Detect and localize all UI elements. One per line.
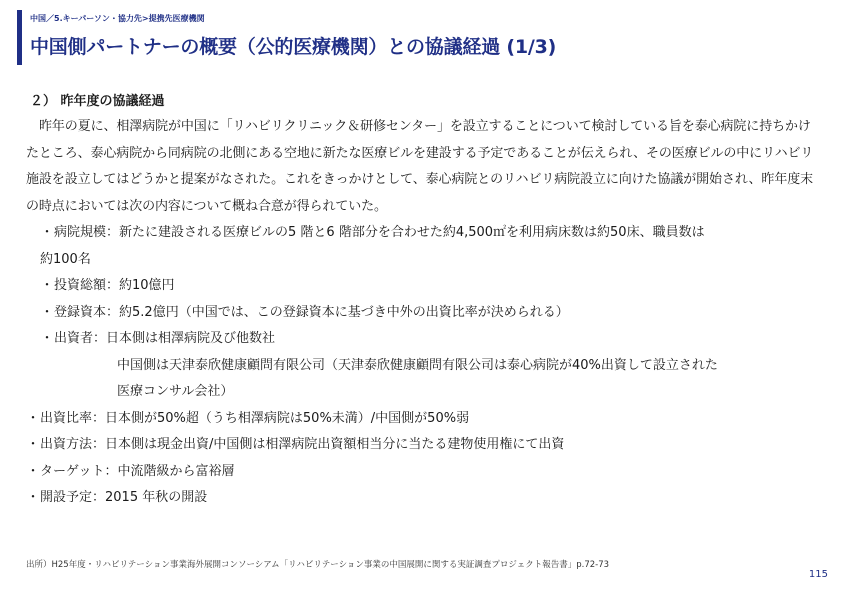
item-colon: ： (106, 304, 120, 320)
list-item-continuation (26, 247, 822, 274)
title-accent-bar (17, 10, 22, 65)
bullet: ・ (26, 463, 40, 479)
bullet: ・ (26, 437, 40, 452)
item-colon: ： (106, 225, 120, 240)
item-label: 出資方法 (40, 437, 93, 452)
item-content: 医療コンサル会社） (117, 384, 234, 399)
item-content: 中流階級から富裕層 (117, 463, 235, 479)
item-colon: ： (106, 278, 120, 293)
agreement-list (26, 220, 822, 512)
item-content: 日本側が50%超（うち相澤病院は50%未満）/中国側が50%弱 (105, 410, 470, 426)
item-label: 出資者 (54, 331, 94, 346)
bullet: ・ (40, 278, 54, 293)
item-content: 新たに建設される医療ビルの5 階と6 階部分を合わせた約4,500㎡を利用病床数は約50床、職員数は (119, 225, 705, 240)
list-item-hospital-scale (26, 220, 822, 247)
list-item-registered-capital (26, 300, 822, 327)
item-colon: ： (92, 437, 106, 452)
item-colon: ： (104, 463, 118, 479)
item-colon: ： (92, 410, 106, 426)
item-label: 登録資本 (54, 304, 107, 320)
list-item-opening-schedule (26, 485, 822, 512)
list-item-investors (26, 326, 822, 353)
item-label: ターゲット (40, 463, 105, 479)
item-colon: ： (92, 490, 106, 505)
list-item-investors-continued (26, 379, 822, 406)
item-content: 約10億円 (119, 278, 175, 293)
list-item-investors-continued (26, 353, 822, 380)
item-label: 開設予定 (40, 490, 93, 505)
item-content: 中国側は天津泰欣健康顧問有限公司（天津泰欣健康顧問有限公司は泰心病院が40%出資して設立された (117, 357, 718, 373)
list-item-investment-method (26, 432, 822, 459)
bullet: ・ (26, 490, 40, 505)
page-title: 中国側パートナーの概要（公的医療機関）との協議経過 (1/3) (30, 36, 557, 58)
item-label: 病院規模 (54, 225, 107, 240)
item-label: 投資総額 (54, 278, 107, 293)
item-colon: ： (93, 331, 107, 346)
list-item-total-investment (26, 273, 822, 300)
list-item-investment-ratio (26, 406, 822, 433)
item-content: 約5.2億円（中国では、この登録資本に基づき中外の出資比率が決められる） (119, 304, 569, 320)
section-paragraph: 昨年の夏に、相澤病院が中国に「リハビリクリニック＆研修センター」を設立することについて検討している旨を泰心病院に持ちかけたところ、泰心病院から同病院の北側にある空地に新たな医療ビルを建設する予定であることが伝えられ、その医療ビルの中にリハビリ施設を設立してはどうかと提案がなされた。これをきっかけとして、泰心病院とのリハビリ病院設立に向けた協議が開始され、昨年度末の時点においては次の内容について概ね合意が得られていた。 (26, 119, 814, 214)
list-item-target (26, 459, 822, 486)
breadcrumb: 中国／5.キーパーソン・協力先>提携先医療機関 (30, 14, 205, 23)
bullet: ・ (40, 331, 54, 346)
item-content: 日本側は現金出資/中国側は相澤病院出資額相当分に当たる建物使用権にて出資 (105, 437, 565, 452)
bullet: ・ (40, 225, 54, 240)
document-body (26, 90, 822, 512)
item-content: 2015 年秋の開設 (105, 490, 208, 505)
source-citation: 出所）H25年度・リハビリテーション事業海外展開コンソーシアム「リハビリテーション事業の中国展開に関する実証調査プロジェクト報告書」p.72-73 (26, 560, 610, 570)
page-number: 115 (808, 569, 828, 580)
section-heading: ２） 昨年度の協議経過 (30, 94, 165, 109)
item-content: 約100名 (40, 251, 91, 267)
bullet: ・ (26, 410, 40, 426)
bullet: ・ (40, 304, 54, 320)
item-content: 日本側は相澤病院及び他数社 (106, 331, 276, 346)
item-label: 出資比率 (40, 410, 93, 426)
